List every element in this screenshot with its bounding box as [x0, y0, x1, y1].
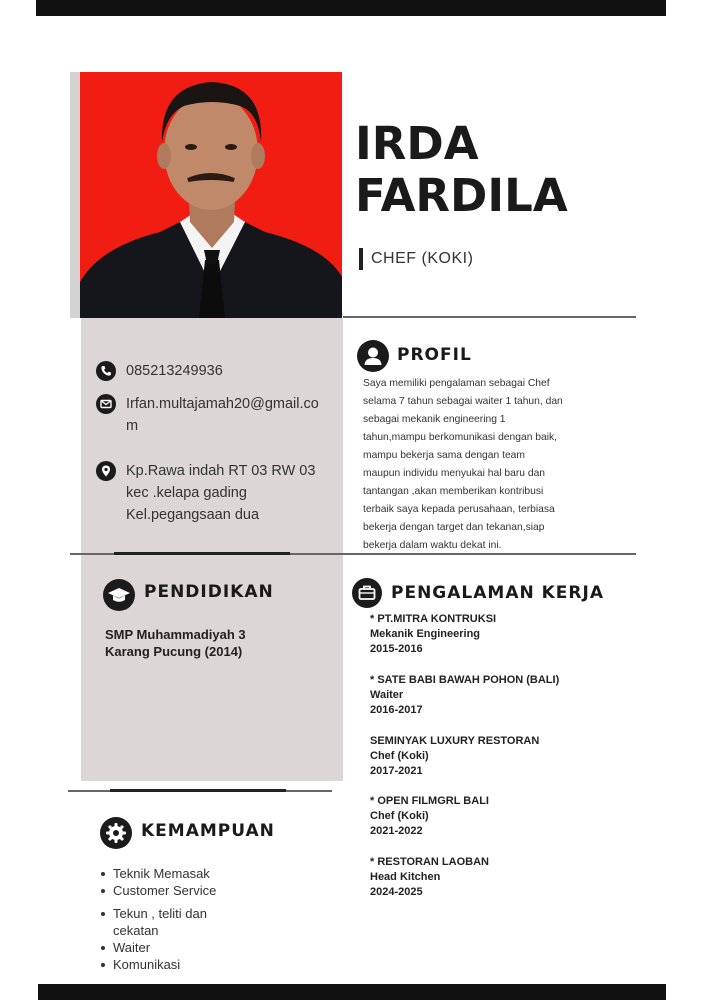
job-role: Chef (Koki)	[370, 810, 429, 822]
job-entry	[370, 734, 610, 779]
skill-item-continued: cekatan	[113, 923, 159, 938]
divider-skills-accent	[110, 789, 286, 792]
person-name	[355, 118, 568, 222]
skill-item: Tekun , teliti dan	[100, 905, 207, 922]
profile-line: selama 7 tahun sebagai waiter 1 tahun, dan	[363, 396, 563, 407]
skill-item: Waiter	[100, 939, 207, 956]
education-place-year: Karang Pucung (2014)	[105, 644, 243, 659]
contact-address	[96, 460, 336, 526]
profile-line: maupun individu menyukai hal baru dan	[363, 468, 546, 479]
job-title: CHEF (KOKI)	[371, 250, 474, 267]
job-role: Mekanik Engineering	[370, 628, 481, 640]
skill-item: Customer Service	[100, 882, 216, 899]
profile-text	[363, 375, 598, 555]
experience-heading: PENGALAMAN KERJA	[391, 583, 604, 603]
bottom-bar	[38, 984, 666, 1000]
job-role: Chef (Koki)	[370, 750, 429, 762]
profile-line: bekerja dalam waktu dekat ini.	[363, 540, 502, 551]
location-pin-icon	[96, 461, 116, 481]
profile-line: tahun,mampu berkomunikasi dengan baik,	[363, 432, 558, 443]
job-entry	[370, 673, 610, 718]
email-address	[126, 393, 336, 437]
job-company: * OPEN FILMGRL BALI	[370, 795, 489, 807]
address-line-2: kec .kelapa gading	[126, 485, 247, 501]
address-line-3: Kel.pegangsaan dua	[126, 507, 260, 523]
education-entry	[105, 626, 335, 660]
top-bar	[36, 0, 666, 16]
profile-line: Saya memiliki pengalaman sebagai Chef	[363, 378, 550, 389]
profile-line: bekerja dengan target dan tekanan,siap	[363, 522, 545, 533]
job-role: Waiter	[370, 689, 404, 701]
address-line-1: Kp.Rawa indah RT 03 RW 03	[126, 463, 316, 479]
job-entry	[370, 794, 610, 839]
job-entry	[370, 855, 610, 900]
job-role: Head Kitchen	[370, 871, 441, 883]
education-school: SMP Muhammadiyah 3	[105, 627, 246, 642]
contact-email	[96, 393, 336, 437]
divider-middle-accent	[114, 552, 290, 555]
job-company: * RESTORAN LAOBAN	[370, 856, 489, 868]
profile-line: mampu bekerja sama dengan team	[363, 450, 525, 461]
job-period: 2021-2022	[370, 825, 423, 837]
contact-phone	[96, 360, 336, 382]
job-period: 2016-2017	[370, 704, 423, 716]
education-heading: PENDIDIKAN	[144, 582, 274, 602]
skills-list-continued	[100, 905, 207, 973]
skills-heading: KEMAMPUAN	[141, 821, 275, 841]
job-company: SEMINYAK LUXURY RESTORAN	[370, 735, 540, 747]
envelope-icon	[96, 394, 116, 414]
job-entry	[370, 612, 610, 657]
profile-line: tantangan ,akan memberikan kontribusi	[363, 486, 544, 497]
name-line-1: IRDA	[355, 117, 479, 170]
left-grey-panel	[81, 318, 343, 781]
graduation-cap-icon	[103, 579, 135, 611]
person-icon	[357, 340, 389, 372]
title-accent-bar	[359, 248, 363, 270]
address	[126, 460, 336, 526]
job-period: 2024-2025	[370, 886, 423, 898]
profile-photo	[80, 72, 342, 318]
name-line-2: FARDILA	[355, 169, 568, 222]
gear-icon	[100, 817, 132, 849]
email-line-1: Irfan.multajamah20@gmail.co	[126, 396, 319, 412]
job-period: 2015-2016	[370, 643, 423, 655]
divider-header	[343, 316, 636, 318]
skill-item: Teknik Memasak	[100, 865, 216, 882]
job-company: * SATE BABI BAWAH POHON (BALI)	[370, 674, 560, 686]
phone-number: 085213249936	[126, 363, 223, 379]
skill-item: Komunikasi	[100, 956, 207, 973]
briefcase-icon	[352, 578, 382, 608]
profile-line: terbaik saya kepada perusahaan, terbiasa	[363, 504, 555, 515]
email-line-2: m	[126, 418, 139, 434]
job-company: * PT.MITRA KONTRUKSI	[370, 613, 497, 625]
profile-heading: PROFIL	[397, 345, 472, 365]
skills-list	[100, 865, 216, 899]
profile-line: sebagai mekanik engineering 1	[363, 414, 506, 425]
phone-icon	[96, 361, 116, 381]
job-period: 2017-2021	[370, 765, 423, 777]
